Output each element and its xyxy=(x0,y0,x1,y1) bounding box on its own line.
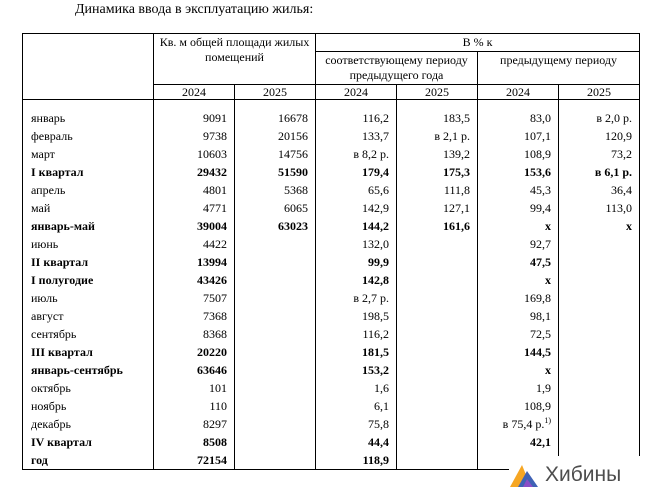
row-label: октябрь xyxy=(23,379,154,397)
cell-value: 29432 xyxy=(197,165,227,179)
cell-value: 153,6 xyxy=(524,165,552,179)
table-cell xyxy=(154,325,235,343)
table-row xyxy=(23,397,640,415)
row-label: I полугодие xyxy=(23,271,154,289)
table-cell xyxy=(316,145,397,163)
table-row xyxy=(23,271,640,289)
table-cell xyxy=(235,145,316,163)
cell-value: 99,9 xyxy=(368,255,390,269)
table-cell xyxy=(478,199,559,217)
table-cell xyxy=(397,253,478,271)
table-cell xyxy=(559,199,640,217)
table-cell xyxy=(478,415,559,433)
table-cell xyxy=(559,145,640,163)
row-label: январь-май xyxy=(23,217,154,235)
table-row xyxy=(23,235,640,253)
table-cell xyxy=(154,307,235,325)
table-row xyxy=(23,289,640,307)
table-cell xyxy=(316,361,397,379)
cell-value: 118,9 xyxy=(362,453,390,467)
table-cell xyxy=(478,235,559,253)
document-title: Динамика ввода в эксплуатацию жилья: xyxy=(75,2,314,17)
table-cell xyxy=(235,127,316,145)
table-cell xyxy=(559,271,640,289)
table-cell xyxy=(154,127,235,145)
cell-value: x xyxy=(626,219,633,233)
table-cell xyxy=(154,217,235,235)
row-label: август xyxy=(23,307,154,325)
cell-value: 107,1 xyxy=(524,129,552,143)
table-cell xyxy=(235,415,316,433)
table-cell xyxy=(397,307,478,325)
cell-value: 142,8 xyxy=(362,273,390,287)
cell-value: 63646 xyxy=(197,363,227,377)
table-cell xyxy=(316,109,397,127)
cell-value: 116,2 xyxy=(362,111,390,125)
table-cell xyxy=(235,199,316,217)
table-cell xyxy=(478,217,559,235)
table-cell xyxy=(397,289,478,307)
cell-value: 63023 xyxy=(278,219,309,233)
table-cell xyxy=(478,127,559,145)
row-label: декабрь xyxy=(23,415,154,433)
table-cell xyxy=(235,109,316,127)
table-row xyxy=(23,361,640,379)
table-row xyxy=(23,145,640,163)
header-year: 2024 xyxy=(478,85,559,100)
cell-value: 7507 xyxy=(203,291,227,305)
cell-value: 44,4 xyxy=(368,435,390,449)
cell-value: 5368 xyxy=(284,183,309,197)
table-cell xyxy=(154,253,235,271)
table-cell xyxy=(559,379,640,397)
table-cell xyxy=(478,325,559,343)
table-row xyxy=(23,181,640,199)
cell-value: 108,9 xyxy=(524,399,552,413)
table-cell xyxy=(559,433,640,451)
cell-value: 4771 xyxy=(203,201,227,215)
table-spacer-row xyxy=(23,100,640,110)
cell-value: 16678 xyxy=(278,111,309,125)
cell-value: 65,6 xyxy=(368,183,390,197)
table-header xyxy=(23,34,640,100)
table-cell xyxy=(478,109,559,127)
cell-value: 10603 xyxy=(197,147,227,161)
cell-value: в 2,1 р. xyxy=(434,129,471,143)
watermark xyxy=(509,456,651,494)
cell-value: 101 xyxy=(209,381,227,395)
cell-value: 72154 xyxy=(197,453,227,467)
table-cell xyxy=(154,343,235,361)
header-year: 2024 xyxy=(154,85,235,100)
table-cell xyxy=(559,397,640,415)
cell-value: 1,9 xyxy=(536,381,552,395)
cell-value: x xyxy=(545,273,552,287)
row-label: июль xyxy=(23,289,154,307)
table-cell xyxy=(478,307,559,325)
cell-value: 142,9 xyxy=(362,201,390,215)
table-cell xyxy=(154,145,235,163)
table-cell xyxy=(559,361,640,379)
table-cell xyxy=(559,181,640,199)
table-row xyxy=(23,253,640,271)
table-row xyxy=(23,433,640,451)
table-body xyxy=(23,100,640,470)
table-cell xyxy=(559,109,640,127)
cell-value: 153,2 xyxy=(362,363,390,377)
header-corner-cell xyxy=(23,34,154,100)
table-row xyxy=(23,343,640,361)
table-row xyxy=(23,325,640,343)
cell-value: 4801 xyxy=(203,183,227,197)
table-cell xyxy=(559,415,640,433)
cell-value: 45,3 xyxy=(530,183,552,197)
table-cell xyxy=(559,235,640,253)
cell-value: 116,2 xyxy=(362,327,390,341)
row-label: июнь xyxy=(23,235,154,253)
table-cell xyxy=(235,289,316,307)
table-cell xyxy=(235,217,316,235)
cell-value: 92,7 xyxy=(530,237,552,251)
cell-value: в 2,0 р. xyxy=(596,111,633,125)
table-cell xyxy=(235,253,316,271)
table-cell xyxy=(397,361,478,379)
cell-value: 169,8 xyxy=(524,291,552,305)
cell-value: 132,0 xyxy=(362,237,390,251)
table-cell xyxy=(316,163,397,181)
cell-value: 139,2 xyxy=(443,147,471,161)
table-cell xyxy=(235,325,316,343)
row-label: январь-сентябрь xyxy=(23,361,154,379)
table-cell xyxy=(154,451,235,470)
table-cell xyxy=(316,397,397,415)
table-cell xyxy=(235,361,316,379)
table-row xyxy=(23,307,640,325)
table-cell xyxy=(397,271,478,289)
table-cell xyxy=(397,397,478,415)
cell-value: 8508 xyxy=(203,435,227,449)
cell-value: x xyxy=(545,363,552,377)
table-cell xyxy=(397,109,478,127)
cell-value: 183,5 xyxy=(443,111,471,125)
table-cell xyxy=(397,379,478,397)
table-cell xyxy=(316,199,397,217)
table-cell xyxy=(154,289,235,307)
cell-value: x xyxy=(545,219,552,233)
cell-value: 39004 xyxy=(197,219,227,233)
cell-value: 113,0 xyxy=(605,201,633,215)
cell-value: 99,4 xyxy=(530,201,552,215)
footnote-marker: 1) xyxy=(544,416,552,425)
table-cell xyxy=(154,109,235,127)
cell-value: 51590 xyxy=(278,165,309,179)
table-cell xyxy=(235,271,316,289)
table-cell xyxy=(478,163,559,181)
header-year: 2025 xyxy=(235,85,316,100)
header-percent: В % к xyxy=(316,34,640,52)
watermark-text: Хибины xyxy=(545,463,622,486)
cell-value: 7368 xyxy=(203,309,227,323)
table-cell xyxy=(397,163,478,181)
table-cell xyxy=(478,397,559,415)
table-cell xyxy=(397,199,478,217)
table-cell xyxy=(316,451,397,470)
cell-value: 133,7 xyxy=(362,129,390,143)
table-cell xyxy=(559,253,640,271)
table-cell xyxy=(397,451,478,470)
table-row xyxy=(23,199,640,217)
cell-value: 72,5 xyxy=(530,327,552,341)
cell-value: 175,3 xyxy=(443,165,471,179)
table-row xyxy=(23,415,640,433)
table-cell xyxy=(559,163,640,181)
table-cell xyxy=(478,379,559,397)
cell-value: 98,1 xyxy=(530,309,552,323)
table-cell xyxy=(235,181,316,199)
row-label: II квартал xyxy=(23,253,154,271)
cell-value: 8368 xyxy=(203,327,227,341)
table-row xyxy=(23,163,640,181)
table-cell xyxy=(235,433,316,451)
table-row xyxy=(23,379,640,397)
table-cell xyxy=(235,397,316,415)
table-cell xyxy=(154,415,235,433)
header-year: 2025 xyxy=(397,85,478,100)
table-cell xyxy=(397,181,478,199)
table-cell xyxy=(316,235,397,253)
row-label: февраль xyxy=(23,127,154,145)
table-cell xyxy=(154,433,235,451)
row-label: ноябрь xyxy=(23,397,154,415)
row-label: март xyxy=(23,145,154,163)
table-cell xyxy=(316,433,397,451)
row-label: май xyxy=(23,199,154,217)
row-label: сентябрь xyxy=(23,325,154,343)
row-label: IV квартал xyxy=(23,433,154,451)
table-cell xyxy=(478,343,559,361)
table-cell xyxy=(316,325,397,343)
header-vs-prev-period: предыдущему периоду xyxy=(478,52,640,85)
cell-value: в 2,7 р. xyxy=(353,291,390,305)
cell-value: 127,1 xyxy=(443,201,471,215)
housing-commissioning-table xyxy=(22,33,640,470)
table-cell xyxy=(316,181,397,199)
table-cell xyxy=(235,307,316,325)
table-cell xyxy=(154,181,235,199)
header-year: 2024 xyxy=(316,85,397,100)
cell-value: 47,5 xyxy=(530,255,552,269)
cell-value: 108,9 xyxy=(524,147,552,161)
cell-value: 161,6 xyxy=(443,219,471,233)
table-cell xyxy=(316,271,397,289)
header-area: Кв. м общей площади жилых помещений xyxy=(154,34,316,85)
cell-value: 43426 xyxy=(197,273,227,287)
row-label: год xyxy=(23,451,154,470)
row-label: I квартал xyxy=(23,163,154,181)
table-cell xyxy=(559,307,640,325)
table-cell xyxy=(316,289,397,307)
table-cell xyxy=(316,415,397,433)
cell-value: 20220 xyxy=(197,345,227,359)
cell-value: 14756 xyxy=(278,147,309,161)
cell-value: 6,1 xyxy=(374,399,390,413)
cell-value: в 75,4 р. xyxy=(502,417,545,431)
table-cell xyxy=(559,343,640,361)
table-cell xyxy=(316,379,397,397)
table-cell xyxy=(397,127,478,145)
row-label: январь xyxy=(23,109,154,127)
table-cell xyxy=(154,163,235,181)
table-cell xyxy=(397,343,478,361)
table-cell xyxy=(478,253,559,271)
table-cell xyxy=(316,127,397,145)
cell-value: 179,4 xyxy=(362,165,390,179)
cell-value: 1,6 xyxy=(374,381,390,395)
cell-value: 144,2 xyxy=(362,219,390,233)
table-cell xyxy=(316,253,397,271)
cell-value: 42,1 xyxy=(530,435,552,449)
table-cell xyxy=(478,433,559,451)
header-year: 2025 xyxy=(559,85,640,100)
table-cell xyxy=(397,235,478,253)
cell-value: 75,8 xyxy=(368,417,390,431)
table-cell xyxy=(397,325,478,343)
table-cell xyxy=(478,271,559,289)
table-cell xyxy=(154,199,235,217)
table-cell xyxy=(559,217,640,235)
header-vs-prev-year: соответствующему периоду предыдущего года xyxy=(316,52,478,85)
table-row xyxy=(23,109,640,127)
cell-value: 36,4 xyxy=(611,183,633,197)
table-cell xyxy=(235,343,316,361)
cell-value: 144,5 xyxy=(524,345,552,359)
cell-value: 6065 xyxy=(284,201,309,215)
cell-value: 120,9 xyxy=(605,129,633,143)
cell-value: 73,2 xyxy=(611,147,633,161)
table-cell xyxy=(478,145,559,163)
table-cell xyxy=(397,145,478,163)
cell-value: 198,5 xyxy=(362,309,390,323)
table-cell xyxy=(559,127,640,145)
cell-value: 13994 xyxy=(197,255,227,269)
mountain-logo-icon xyxy=(509,462,539,488)
table-cell xyxy=(397,217,478,235)
table-cell xyxy=(154,271,235,289)
table-cell xyxy=(154,379,235,397)
table-row xyxy=(23,217,640,235)
table-cell xyxy=(235,451,316,470)
table-cell xyxy=(235,163,316,181)
cell-value: 9091 xyxy=(203,111,227,125)
table-cell xyxy=(316,307,397,325)
cell-value: 9738 xyxy=(203,129,227,143)
cell-value: 110 xyxy=(209,399,227,413)
table-cell xyxy=(478,289,559,307)
table-cell xyxy=(154,235,235,253)
table-cell xyxy=(235,235,316,253)
table-cell xyxy=(154,397,235,415)
cell-value: 4422 xyxy=(203,237,227,251)
row-label: III квартал xyxy=(23,343,154,361)
table-cell xyxy=(235,379,316,397)
table-cell xyxy=(559,325,640,343)
cell-value: 181,5 xyxy=(362,345,390,359)
cell-value: в 8,2 р. xyxy=(353,147,390,161)
cell-value: 83,0 xyxy=(530,111,552,125)
table-cell xyxy=(397,433,478,451)
table-row xyxy=(23,127,640,145)
cell-value: 111,8 xyxy=(443,183,471,197)
table-cell xyxy=(154,361,235,379)
table-cell xyxy=(559,289,640,307)
table-cell xyxy=(316,217,397,235)
cell-value: в 6,1 р. xyxy=(594,165,633,179)
cell-value: 20156 xyxy=(278,129,309,143)
table-cell xyxy=(478,361,559,379)
table-cell xyxy=(478,181,559,199)
cell-value: 8297 xyxy=(203,417,227,431)
table-cell xyxy=(397,415,478,433)
row-label: апрель xyxy=(23,181,154,199)
table-cell xyxy=(316,343,397,361)
